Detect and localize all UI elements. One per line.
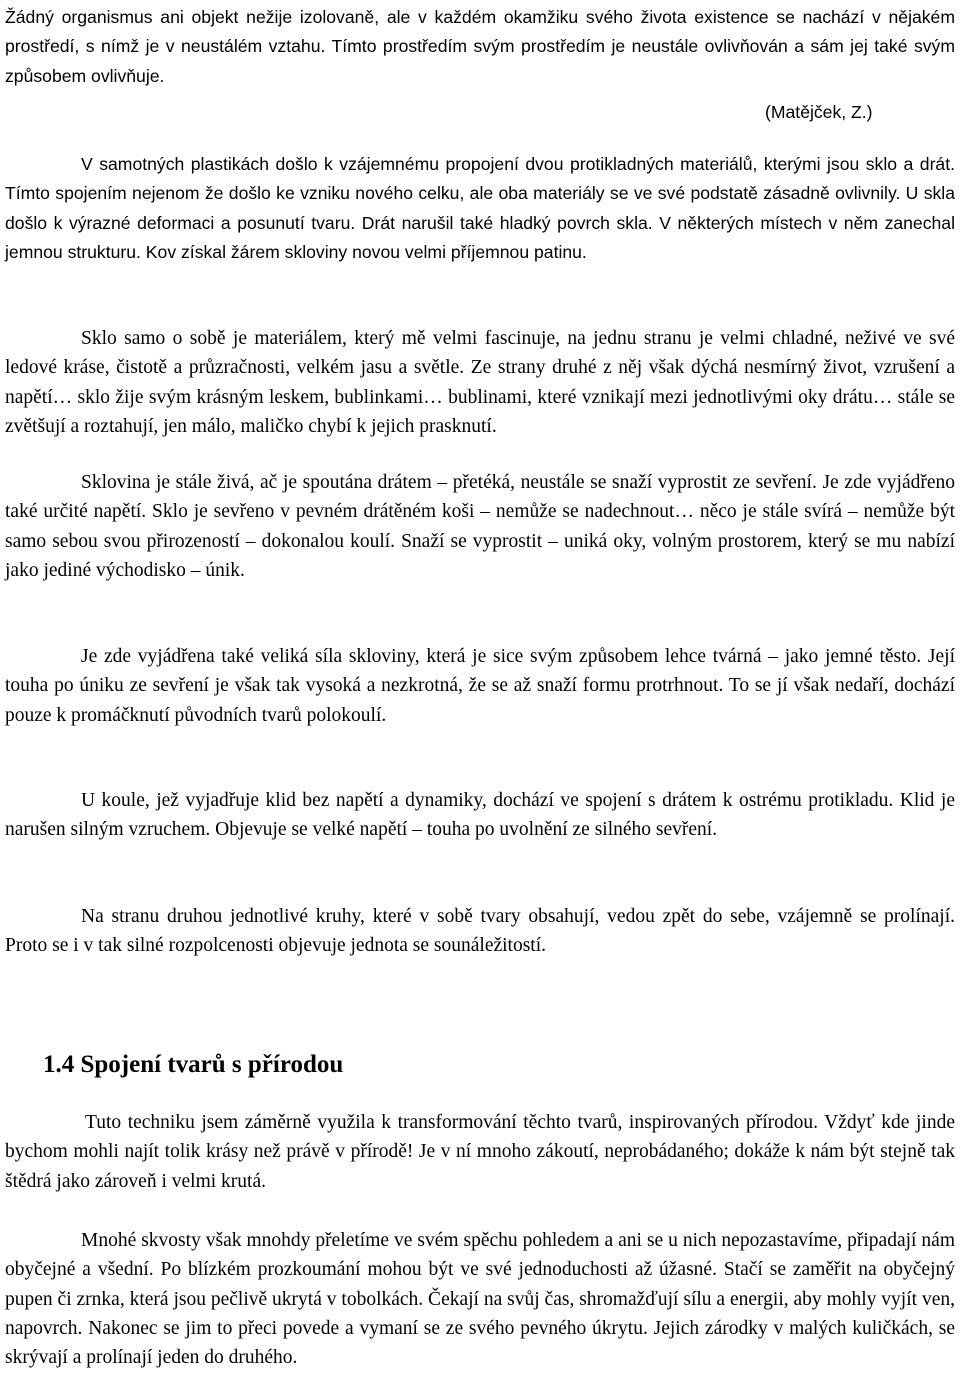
body-paragraph: Je zde vyjádřena také veliká síla skloviny, která je sice svým způsobem lehce tvárná – jako jemné těsto. Její touha po úniku ze sevření je však tak vysoká a nezkrotná, že se až snaží formu protrhnout. To se jí však nedaří, dochází pouze k promáčknutí původních tvarů polokoulí. xyxy=(5,646,955,726)
body-paragraph: Sklo samo o sobě je materiálem, který mě velmi fascinuje, na jednu stranu je velmi chladné, neživé ve své ledové kráse, čistotě a průzračnosti, velkém jasu a světle. Ze strany druhé z něj však dýchá nesmírný život, vzrušení a napětí… sklo žije svým krásným leskem, bublinkami… bublinami, které vznikají mezi jednotlivými oky drátu… stále se zvětšují a roztahují, jen málo, maličko chybí k jejich prasknutí. xyxy=(5,328,955,437)
body-paragraph: V samotných plastikách došlo k vzájemnému propojení dvou protikladných materiálů, kterými jsou sklo a drát. Tímto spojením nejenom že došlo ke vzniku nového celku, ale oba materiály se ve své podstatě zásadně ovlivnily. U skla došlo k výrazné deformaci a posunutí tvaru. Drát narušil také hladký povrch skla. V některých místech v něm zanechal jemnou strukturu. Kov získal žárem skloviny novou velmi příjemnou patinu. xyxy=(5,154,955,262)
intro-quote-paragraph: Žádný organismus ani objekt nežije izolovaně, ale v každém okamžiku svého života existence se nachází v nějakém prostředí, s nímž je v neustálém vztahu. Tímto prostředím svým prostředím je neustále ovlivňován a sám jej také svým způsobem ovlivňuje. xyxy=(5,7,955,86)
body-paragraph: Mnohé skvosty však mnohdy přeletíme ve svém spěchu pohledem a ani se u nich nepozastavíme, připadají nám obyčejné a všední. Po blízkém prozkoumání mohou být ve své jednoduchosti až úžasné. Stačí se zaměřit na obyčejný pupen či zrnka, která jsou pečlivě ukrytá v tobolkách. Čekají na svůj čas, shromažďují sílu a energii, aby mohly vyjít ven, napovrch. Nakonec se jim to přeci povede a vymaní se ze svého pevného úkrytu. Jejich zárodky v malých kuličkách, se skrývají a prolínají jeden do druhého. xyxy=(5,1230,955,1369)
body-paragraph: Na stranu druhou jednotlivé kruhy, které v sobě tvary obsahují, vedou zpět do sebe, vzájemně se prolínají. Proto se i v tak silné rozpolcenosti objevuje jednota se sounáležitostí. xyxy=(5,906,955,957)
body-paragraph: U koule, jež vyjadřuje klid bez napětí a dynamiky, dochází ve spojení s drátem k ostrému protikladu. Klid je narušen silným vzruchem. Objevuje se velké napětí – touha po uvolnění ze silného sevření. xyxy=(5,790,955,841)
body-paragraph: Sklovina je stále živá, ač je spoutána drátem – přetéká, neustále se snaží vyprostit ze sevření. Je zde vyjádřeno také určité napětí. Sklo je sevřeno v pevném drátěném koši – nemůže se nadechnout… něco je stále svírá – nemůže být samo sebou svou přirozeností – dokonalou koulí. Snaží se vyprostit – uniká oky, volným prostorem, který se mu nabízí jako jediné východisko – únik. xyxy=(5,472,955,581)
quote-citation: (Matějček, Z.) xyxy=(765,102,873,122)
section-heading: 1.4 Spojení tvarů s přírodou xyxy=(43,1051,344,1078)
body-paragraph: Tuto techniku jsem záměrně využila k transformování těchto tvarů, inspirovaných přírodou. Vždyť kde jinde bychom mohli najít tolik krásy než právě v přírodě! Je v ní mnoho zákoutí, neprobádaného; dokáže k nám být stejně tak štědrá jako zároveň i velmi krutá. xyxy=(5,1112,955,1192)
